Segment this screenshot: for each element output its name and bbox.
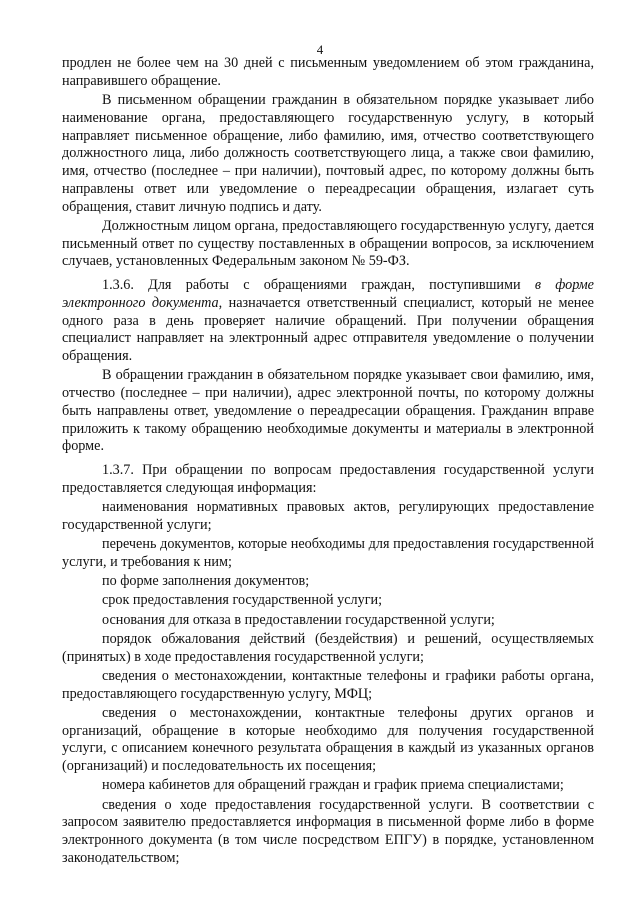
paragraph-official-response: Должностным лицом органа, предоставляющего государственную услугу, дается письменный ответ по существу поставленных в обращении вопросов, за исключением случаев, установленных Федеральным законом № 59-ФЗ. bbox=[62, 217, 594, 270]
paragraph-continuation: продлен не более чем на 30 дней с письменным уведомлением об этом гражданина, направившего обращение. bbox=[62, 55, 594, 89]
list-item: наименования нормативных правовых актов, регулирующих предоставление государственной услуги; bbox=[62, 499, 594, 533]
paragraph-1-3-6-end: , назначается ответственный специалист, который не менее одного раза в день проверяет наличие обращений. При получении обращения специалист направляет на электронный адрес отправителя уведомление о получении обращения. bbox=[62, 294, 594, 364]
list-item: сведения о местонахождении, контактные телефоны других органов и организаций, обращение в которые необходимо для получения государственной услуги, с описанием конечного результата обращения в каждый из указанных органов (организаций) и последовательность их посещения; bbox=[62, 704, 594, 774]
list-item: сведения о ходе предоставления государственной услуги. В соответствии с запросом заявителю предоставляется информация в письменной форме либо в форме электронного документа (в том числе посредством ЕПГУ) в порядке, установленном законодательством; bbox=[62, 796, 594, 866]
document-body bbox=[62, 55, 594, 869]
list-item: сведения о местонахождении, контактные телефоны и графики работы органа, предоставляющего государственную услугу, МФЦ; bbox=[62, 667, 594, 702]
paragraph-1-3-6-start: 1.3.6. Для работы с обращениями граждан, поступившими bbox=[102, 277, 535, 293]
page-number: 4 bbox=[316, 42, 324, 57]
list-item: по форме заполнения документов; bbox=[102, 573, 310, 589]
paragraph-1-3-7: 1.3.7. При обращении по вопросам предоставления государственной услуги предоставляется следующая информация: bbox=[62, 462, 594, 496]
list-item: номера кабинетов для обращений граждан и график приема специалистами; bbox=[102, 777, 564, 794]
paragraph-1-3-6 bbox=[62, 277, 594, 366]
paragraph-1-3-6-emphasis: в форме электронного документа bbox=[62, 277, 594, 311]
list-item: срок предоставления государственной услуги; bbox=[102, 592, 383, 609]
list-item: порядок обжалования действий (бездействия) и решений, осуществляемых (принятых) в ходе предоставления государственной услуги; bbox=[62, 630, 594, 665]
paragraph-electronic-appeal: В обращении гражданин в обязательном порядке указывает свои фамилию, имя, отчество (последнее – при наличии), адрес электронной почты, по которому должны быть направлены ответ, уведомление о переадресации обращения. Гражданин вправе приложить к такому обращению необходимые документы и материалы в электронной форме. bbox=[62, 367, 594, 455]
paragraph-written-appeal: В письменном обращении гражданин в обязательном порядке указывает либо наименование органа, предоставляющего государственную услугу, в который направляет письменное обращение, либо фамилию, имя, отчество соответствующего должностного лица, либо должность соответствующего лица, а также свои фамилию, имя, отчество (последнее – при наличии), почтовый адрес, по которому должны быть направлены ответ или уведомление о переадресации обращения, излагает суть обращения, ставит личную подпись и дату. bbox=[62, 92, 594, 215]
list-item: основания для отказа в предоставлении государственной услуги; bbox=[102, 611, 495, 628]
list-item: перечень документов, которые необходимы для предоставления государственной услуги, и требования к ним; bbox=[62, 536, 594, 570]
